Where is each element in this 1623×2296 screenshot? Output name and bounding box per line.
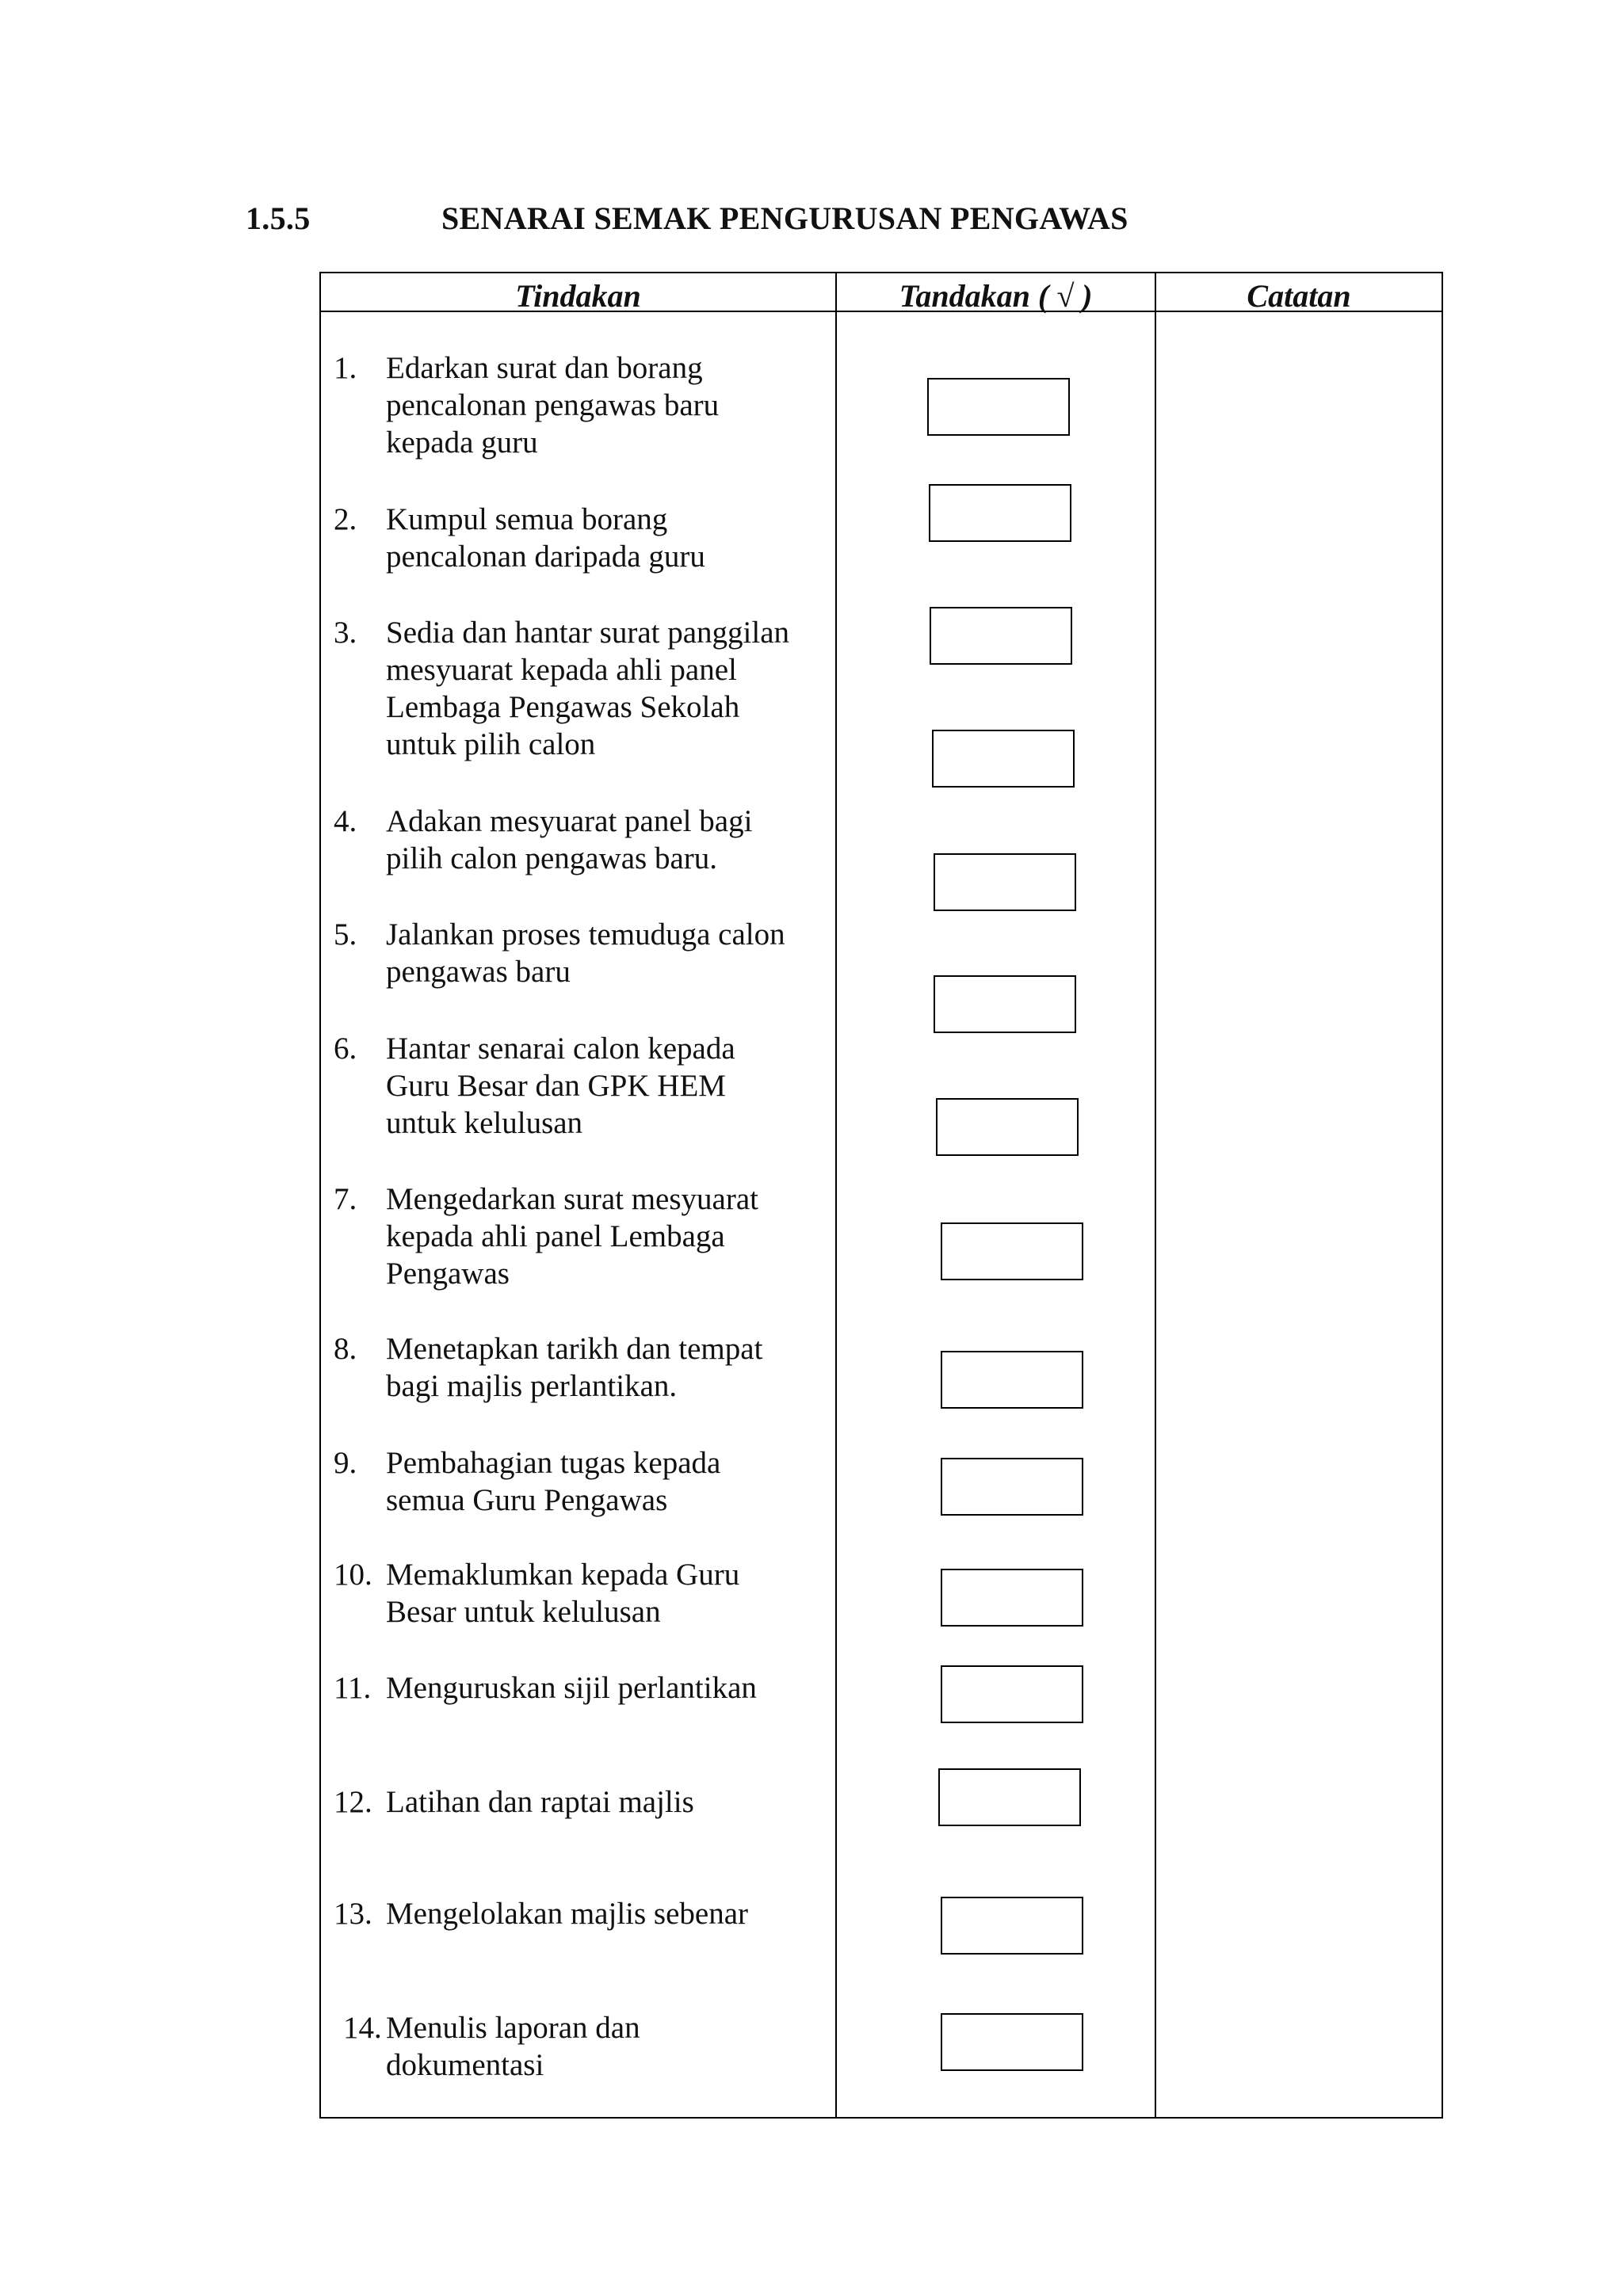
checkbox-15[interactable] — [941, 2013, 1083, 2071]
checkbox-6[interactable] — [934, 975, 1076, 1033]
item-text: Menguruskan sijil perlantikan — [386, 1671, 757, 1705]
item-text: Latihan dan raptai majlis — [386, 1785, 694, 1819]
checkbox-4[interactable] — [932, 730, 1075, 788]
item-number: 8. — [334, 1332, 357, 1366]
list-item — [334, 614, 833, 763]
item-number: 3. — [334, 616, 357, 650]
list-item — [334, 916, 833, 990]
list-item — [334, 1783, 833, 1821]
column-divider-2 — [1155, 273, 1156, 2117]
item-number: 1. — [334, 351, 357, 385]
item-text: Sedia dan hantar surat panggilan mesyuarat kepada ahli panel Lembaga Pengawas Sekolah untuk pilih calon — [386, 616, 789, 761]
item-text: Jalankan proses temuduga calon pengawas baru — [386, 917, 785, 989]
item-number: 12. — [334, 1785, 372, 1819]
list-item — [334, 501, 833, 575]
header-tandakan: Tandakan ( √ ) — [899, 278, 1093, 314]
list-item — [343, 2009, 842, 2084]
item-number: 11. — [334, 1671, 372, 1705]
checkbox-13[interactable] — [938, 1768, 1081, 1826]
item-text: Memaklumkan kepada Guru Besar untuk kelulusan — [386, 1558, 740, 1629]
item-number: 5. — [334, 917, 357, 952]
item-number: 9. — [334, 1446, 357, 1480]
list-item — [334, 349, 833, 461]
item-number: 14. — [343, 2011, 382, 2045]
checkbox-3[interactable] — [930, 607, 1072, 665]
list-item — [334, 1180, 833, 1292]
item-text: Mengedarkan surat mesyuarat kepada ahli panel Lembaga Pengawas — [386, 1182, 758, 1291]
checkbox-9[interactable] — [941, 1351, 1083, 1409]
item-number: 6. — [334, 1032, 357, 1066]
header-catatan: Catatan — [1247, 278, 1351, 314]
item-text: Kumpul semua borang pencalonan daripada guru — [386, 502, 705, 574]
item-number: 10. — [334, 1558, 372, 1592]
list-item — [334, 1895, 833, 1932]
checkbox-7[interactable] — [936, 1098, 1079, 1156]
list-item — [334, 1444, 833, 1519]
item-number: 13. — [334, 1897, 372, 1931]
item-number: 2. — [334, 502, 357, 536]
item-text: Adakan mesyuarat panel bagi pilih calon pengawas baru. — [386, 804, 753, 875]
list-item — [334, 1330, 833, 1405]
item-text: Pembahagian tugas kepada semua Guru Pengawas — [386, 1446, 721, 1517]
checkbox-8[interactable] — [941, 1222, 1083, 1280]
checklist-table — [319, 272, 1443, 2119]
item-text: Mengelolakan majlis sebenar — [386, 1897, 749, 1931]
section-title: SENARAI SEMAK PENGURUSAN PENGAWAS — [441, 200, 1128, 236]
list-item — [334, 803, 833, 877]
checkbox-1[interactable] — [927, 378, 1070, 436]
checkbox-2[interactable] — [929, 484, 1071, 542]
checkbox-5[interactable] — [934, 853, 1076, 911]
checkbox-10[interactable] — [941, 1458, 1083, 1516]
item-number: 4. — [334, 804, 357, 838]
column-divider-1 — [835, 273, 837, 2117]
item-number: 7. — [334, 1182, 357, 1216]
list-item — [334, 1030, 833, 1142]
checkbox-12[interactable] — [941, 1665, 1083, 1723]
header-tindakan: Tindakan — [515, 278, 641, 314]
list-item — [334, 1556, 833, 1630]
checkbox-11[interactable] — [941, 1569, 1083, 1627]
checkbox-14[interactable] — [941, 1897, 1083, 1955]
item-text: Menetapkan tarikh dan tempat bagi majlis perlantikan. — [386, 1332, 763, 1403]
item-text: Edarkan surat dan borang pencalonan pengawas baru kepada guru — [386, 351, 720, 460]
section-number: 1.5.5 — [246, 200, 311, 236]
item-text: Menulis laporan dan dokumentasi — [386, 2011, 640, 2082]
item-text: Hantar senarai calon kepada Guru Besar dan GPK HEM untuk kelulusan — [386, 1032, 735, 1140]
list-item — [334, 1669, 833, 1707]
